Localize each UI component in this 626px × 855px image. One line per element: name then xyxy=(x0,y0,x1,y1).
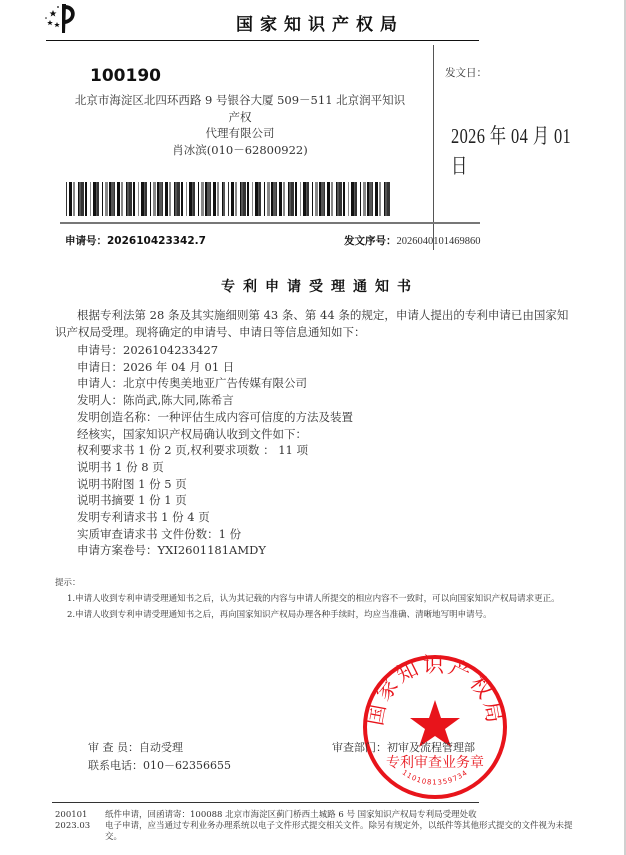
svg-text:国家知识产权局: 国家知识产权局 xyxy=(362,653,508,728)
field-applicant: 申请人：北京中传奥美地亚广告传媒有限公司 xyxy=(77,376,307,391)
barcode-application-number xyxy=(66,182,225,216)
footer-divider xyxy=(52,802,479,803)
notice-fields xyxy=(77,342,353,559)
examination-department: 审查部门：初审及流程管理部 xyxy=(332,741,475,754)
field-verification: 经核实，国家知识产权局确认收到文件如下： xyxy=(77,426,307,441)
tip-item-2: 2.申请人收到专利申请受理通知书之后，再向国家知识产权局办理各种手续时，均应当准确、清晰地写明申请号。 xyxy=(67,610,492,620)
tips-label: 提示： xyxy=(55,578,81,588)
field-drawings: 说明书附图 1 份 5 页 xyxy=(77,476,187,491)
cnipa-logo-icon xyxy=(40,2,80,34)
field-description: 说明书 1 份 8 页 xyxy=(77,459,164,474)
field-application-number: 申请号：2026104233427 xyxy=(77,343,219,357)
notice-intro: 根据专利法第 28 条及其实施细则第 43 条、第 44 条的规定，申请人提出的专利申请已由国家知识产权局受理。现将确定的申请号、申请日等信息通知如下： xyxy=(55,308,569,339)
svg-text:1101081359734: 1101081359734 xyxy=(400,768,470,787)
field-case-number: 申请方案卷号：YXI2601181AMDY xyxy=(77,543,266,558)
barcode-send-number xyxy=(228,182,390,216)
form-code: 200101 xyxy=(55,810,88,820)
office-name: 国家知识产权局 xyxy=(236,15,404,35)
examiner-info xyxy=(88,739,231,775)
vertical-divider xyxy=(433,45,434,250)
application-number: 202610423342.7 xyxy=(107,235,206,247)
address-line-1: 北京市海淀区北四环西路 9 号银谷大厦 509－511 北京润平知识产权 xyxy=(74,93,406,124)
send-number-line xyxy=(344,233,481,248)
field-claims: 权利要求书 1 份 2 页,权利要求项数 ： 11 项 xyxy=(77,443,309,458)
footer-row xyxy=(55,821,575,843)
barcode-divider xyxy=(60,222,480,224)
footer-text: 纸件申请，回函请寄：100088 北京市海淀区蓟门桥西土城路 6 号 国家知识产权局专利局受理处收 xyxy=(105,810,477,820)
address-line-2: 代理有限公司 xyxy=(205,126,275,140)
recipient-address xyxy=(70,92,410,158)
examiner: 审 查 员：自动受理 xyxy=(88,741,183,754)
field-inventors: 发明人：陈尚武,陈大同,陈希言 xyxy=(77,393,234,408)
footer-row xyxy=(55,810,575,821)
send-number-label: 发文序号： xyxy=(344,235,397,247)
tips-section xyxy=(55,575,585,623)
notice-title: 专利申请受理通知书 xyxy=(221,279,419,295)
field-abstract: 说明书摘要 1 份 1 页 xyxy=(77,493,187,508)
tip-item-1: 1.申请人收到专利申请受理通知书之后，认为其记载的内容与申请人所提交的相应内容不一致时，可以向国家知识产权局请求更正。 xyxy=(67,594,560,604)
field-application-date: 申请日：2026 年 04 月 01 日 xyxy=(77,359,235,374)
send-date: 2026 年 04 月 01 日 xyxy=(451,124,572,178)
form-version: 2023.03 xyxy=(55,821,91,831)
field-request: 发明专利请求书 1 份 4 页 xyxy=(77,510,210,525)
contact-phone: 联系电话：010－62356655 xyxy=(88,759,231,772)
application-number-line xyxy=(65,233,206,248)
application-number-label: 申请号： xyxy=(65,235,107,247)
send-number: 2026040101469860 xyxy=(396,236,481,247)
recipient-contact: 肖冰滨(010－62800922) xyxy=(172,142,308,157)
field-invention-title: 发明创造名称：一种评估生成内容可信度的方法及装置 xyxy=(77,409,353,424)
official-seal-icon xyxy=(360,652,510,802)
footer xyxy=(55,810,575,843)
send-date-label: 发文日： xyxy=(445,67,487,79)
recipient-postcode: 100190 xyxy=(90,66,161,86)
svg-text:专利审查业务章: 专利审查业务章 xyxy=(386,755,484,771)
footer-text: 电子申请，应当通过专利业务办理系统以电子文件形式提交相关文件。除另有规定外，以纸件等其他形式提交的文件视为未提交。 xyxy=(105,821,573,842)
header-divider xyxy=(46,40,479,41)
field-exam-request: 实质审查请求书 文件份数：1 份 xyxy=(77,526,242,541)
